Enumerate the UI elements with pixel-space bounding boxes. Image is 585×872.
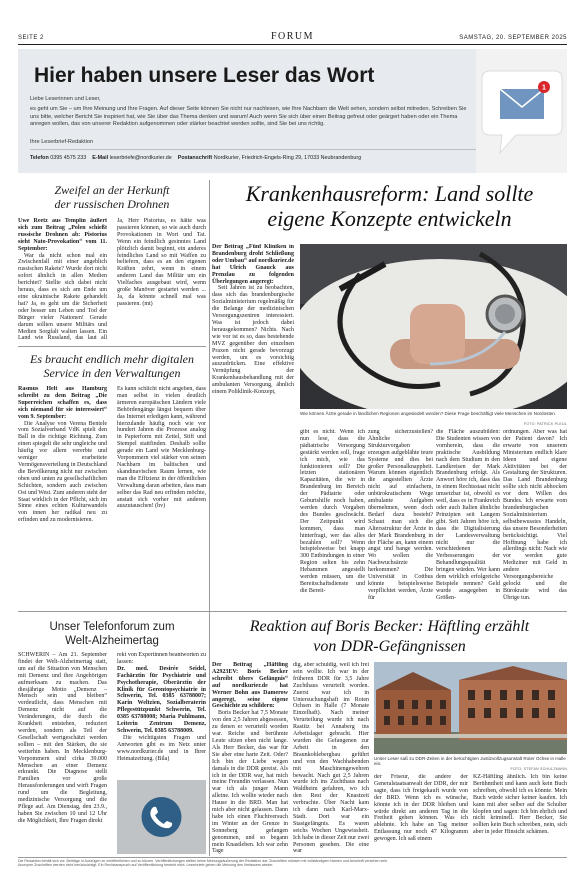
article1-lead-col bbox=[18, 218, 107, 341]
contact-email-label: E-Mail bbox=[92, 155, 109, 161]
article3-col2-intro: rekt von Expertinnen beantworten zu lassen: bbox=[117, 652, 206, 665]
header-rule bbox=[18, 44, 567, 45]
feature-col2-box bbox=[368, 429, 433, 614]
contact-post-label: Postanschrift bbox=[177, 155, 213, 161]
section-name: FORUM bbox=[270, 31, 315, 42]
feature-lead: Der Beitrag „Fünf Kliniken in Brandenburg droht Schließung oder Umbau“ auf nordkurier.de hat Ulrich Gnauck aus Prenzlau zu folgenden Überlegungen angeregt: bbox=[212, 244, 294, 285]
mid-rule bbox=[18, 611, 567, 612]
banner-body: es geht um Sie – um Ihre Meinung und Ihre Fragen. Auf dieser Seite können Sie nicht nur nachlesen, wie Ihre Nachbarn die Welt sehen, sondern selbst mitreden. Schreiben Sie uns bitte, welcher Bericht Sie inspiriert hat, wie Sie über das Thema denken und warum! Auch wenn Sie sich über einen Beitrag gefreut oder geärgert haben oder ein Thema anregen wollen, das von unserer Redaktion aufgenommen oder stärker beachtet werden sollte, sind Sie bei uns richtig. bbox=[30, 106, 467, 127]
feature2-col3: der Friseur, die andere der Generalstaatsanwalt der DDR, der mir sagte, dass ich freigekauft wurde von der BRD. Wenn ich es wünsche, könnte ich in der DDR bleiben und würde direkt am anderen Tag in die Freiheit gehen können. Was ich ablehnte. Ich habe an Tag meiner Entlassung nur noch 47 Kilogramm gewogen. Ich saß einem bbox=[374, 774, 468, 843]
feature-title bbox=[212, 181, 567, 231]
feature2-title bbox=[212, 617, 567, 657]
article2-title bbox=[18, 352, 206, 380]
svg-text:1: 1 bbox=[542, 84, 546, 92]
feature2-lead: Der Beitrag „Häftling A2923EV: Boris Becker schreibt übers Gefängnis“ auf nordkurier.de hat Werner Bohn aus Damerow angeregt, seine eigene Geschichte zu schildern: bbox=[212, 662, 288, 710]
feature-title-line2: eigene Konzepte entwickeln bbox=[267, 206, 512, 231]
article2-col2: Es kann schlicht nicht angehen, dass man selbst in vielen deutlich ärmeren europäischen Ländern viele Behördengänge längst bequem über das Internet erledigen kann, während hierzulande häufig noch wie vor hundert Jahren die Prozesse analog in Papierform mit Zettel, Stift und Stempel stattfinden. Deshalb sollte gerade ein Land wie Mecklenburg-Vorpommern viel stärker von seinen Nachbarn im baltischen und skandinavischen Raum lernen, wie man die Effizienz in der öffentlichen Verwaltung daran arbeiten, dass man selber das Rad neu erfinden möchte, anstatt sich vorher mit anderen auszutauschen! (hv) bbox=[117, 386, 206, 510]
article3-col1-box bbox=[18, 652, 107, 856]
article3-title-line2: Welt-Alzheimertag bbox=[65, 635, 159, 647]
banner-divider bbox=[30, 149, 480, 150]
article1-rule bbox=[18, 346, 206, 347]
feature2-title-line1: Reaktion auf Boris Becker: Häftling erzählt bbox=[249, 618, 530, 635]
article2-col1-box bbox=[18, 386, 107, 606]
phone-icon bbox=[117, 780, 206, 854]
prison-building-icon bbox=[374, 662, 567, 754]
issue-date: SAMSTAG, 20. SEPTEMBER 2025 bbox=[459, 35, 567, 41]
feature2-col4-box bbox=[473, 774, 567, 856]
article3-title-line1: Unser Telefonforum zum bbox=[49, 621, 175, 633]
article1-title bbox=[18, 183, 206, 211]
article3-title bbox=[18, 620, 206, 648]
mail-illustration bbox=[476, 49, 567, 173]
footer-line2: Anonyme Zuschriften werden nicht berücksichtigt. Ein Rechtsanspruch auf Veröffentlichung besteht nicht. Leserbriefe geben die Meinung des Verfassers wieder. bbox=[18, 863, 274, 868]
feature2-title-line2: von DDR-Gefängnissen bbox=[313, 638, 466, 655]
article1-col1: War da nicht schon mal ein Zwischenfall mit einer angeblich russischen Rakete? Wurde dort nicht sofort ähnlich in allen Medien berichtet? Stellte sich dabei nicht heraus, dass es sich am Ende um eine ukrainische Rakete gehandelt hat? Ja, es geht um die Sicherheit oder besser um Leben und Tod der Bürger vieler Nationen! Gerade darum sollten unsere Militärs und Medien Sorgfalt walten lassen. Ein Land wie Russland, das laut all bbox=[18, 252, 107, 341]
feature-image-credit: FOTO: PATRICK PLEUL bbox=[523, 422, 567, 426]
feature2-col4: KZ-Häftling ähnlich. Ich bin keine Berühmtheit und kann auch kein Buch schreiben, obwohl ich es könnte. Mein Buch würde sicher keiner kaufen. Ich kann mit aber selber auf die Schulter klopfen und sagen: Ich bin ehrlich und nicht kriminell. Herr Becker, Sie sollten kein Buch schreiben, nein, sich aber in jeder Hinsicht schämen. bbox=[473, 774, 567, 836]
article1-title-line1: Zweifel an der Herkunft bbox=[54, 183, 170, 197]
column-divider bbox=[209, 180, 210, 856]
article2-lead: Rasmus Helt aus Hamburg schreibt zu dem Beitrag „Die Superreichen schaffen es, dass sich niemand für sie interessiert“ vom 9. September: bbox=[18, 386, 107, 420]
footer-rule bbox=[18, 857, 567, 858]
contact-email[interactable]: leserbriefe@nordkurier.de bbox=[109, 155, 172, 161]
contact-phone[interactable]: 0395 4575 233 bbox=[50, 155, 87, 161]
feature2-col2-box bbox=[293, 662, 369, 856]
phone-graphic bbox=[117, 780, 206, 854]
feature-photo bbox=[300, 244, 567, 409]
article2-title-line2: Service in den Verwaltungen bbox=[43, 366, 181, 380]
banner-contact bbox=[30, 155, 361, 161]
reader-banner bbox=[18, 49, 567, 173]
article1-col2-box bbox=[117, 218, 206, 341]
contact-post: Nordkurier, Friedrich-Engels-Ring 29, 17033 Neubrandenburg bbox=[213, 155, 362, 161]
article3-col2-outro: Die wichtigsten Fragen und Antworten gibt es im Netz unter www.nordkurier.de und in Ihrer Heimatzeitung. (Bila) bbox=[117, 734, 206, 762]
prison-photo bbox=[374, 662, 567, 754]
feature-lead-col bbox=[212, 244, 294, 484]
banner-signature: Ihre Leserbrief-Redaktion bbox=[30, 139, 94, 145]
article3-col2-experts: Dr. med. Desirée Seidel, Fachärztin für Psychiatrie und Psychotherapie, Oberärztin der Klinik für Gerontopsychiatrie in Schwerin, Tel. 0385 63788007; Karin Weltzien, Sozialberaterin Pflegestützpunkt Schwerin, Tel. 0385 63788008; Maria Puhlmann, Leiterin Zentrum Demenz, Schwerin, Tel. 0385 63788009. bbox=[117, 665, 206, 734]
article3-col1: SCHWERIN – Am 21. September findet der Welt-Alzheimertag statt, um auf die Situation von Menschen mit Demenz und ihre Angehörigen aufmerksam zu machen. Das diesjährige Motto „Demenz – Mensch sein und bleiben“ verdeutlicht, dass Menschen mit Demenz nicht auf die Veränderungen, die durch die Krankheit entstehen, reduziert werden, sondern als Teil der Gesellschaft wertgeschätzt werden sollten – mit den Stärken, die sie weiterhin haben. In Mecklenburg-Vorpommern sind cirka 39.000 Menschen an einer Demenz erkrankt. Die Diagnose stellt Familien vor große Herausforderungen und wirft Fragen rund um die Begleitung, medizinische Versorgung und die Pflege auf. Am Dienstag, den 23.9., haben Sie zwischen 10 und 12 Uhr die Möglichkeit, Ihre Fragen direkt bbox=[18, 652, 107, 824]
feature2-col3-box bbox=[374, 774, 468, 856]
page-number: SEITE 2 bbox=[18, 35, 44, 41]
article1-col2: Ja, Herr Pistorius, es hätte was passieren können, so wie auch durch Provokationen in Wort und Tat. Wenn ein feindlich gesinntes Land plötzlich damit beginnt, ein anderes feindliches Land so mit Waffen zu beliefern, dass es an den eigenen Kräften zehrt, wenn in einem anderen Land das Militär um ein Vielfaches ausgebaut wird, wenn große Manöver gestartet werden ... Ja, da könnte schnell mal was passieren. (mt) bbox=[117, 218, 206, 307]
article1-lead: Uwe Reetz aus Templin äußert sich zum Beitrag „Polen schießt russische Drohnen ab: Pistorius sieht Nato-Provokation“ vom 11. September: bbox=[18, 218, 107, 252]
feature2-col1: Boris Becker hat 7,5 Monate von den 2,5 Jahren abgesessen, zu denen er verurteilt worden war. Reiche und berühmte Leute sitzen eben nicht lange. Als Herr Becker, das war für Sie aber eine harte Zeit. Oder? Ich bin der Liebe wegen damals in die DDR gereist. Als ich in der DDR war, hat mich meine Freundin verlassen. Nun war ich als junger Mann alleine. Ich wollte wieder nach Hause in die BRD. Man hat mich aber nicht gelassen. Dann habe ich einen Fluchtversuch im Winter an der Grenze in Sonneberg gefangen genommen, und so begann mein Knastleben. Ich war zehn Tage bbox=[212, 710, 288, 855]
feature-caption: Wie können Ärzte gerade in ländlichen Regionen angesiedelt werden? Diese Frage beschäftigt viele Menschen im Nordosten. bbox=[300, 411, 557, 416]
feature2-lead-col bbox=[212, 662, 288, 856]
feature-col4: ordnungen. Aber was hat der Patient davon? Ich erwarte von unserem Ministerium endlich klare Ideen und eigene Aktivitäten bei der Gestaltung der Strukturen. Das Land Brandenburg sollte sich nicht abhocken vor dem Willen des Bundes. Ich erwarte vom brandenburgischen Sozialministerium selbstbewusstes Handeln, das unsere Besonderheiten berücksichtigt. Viel Hoffnung habe ich allerdings nicht: Nach wie vor werden gute Mediziner mit Geld in andere Versorgungsbereiche gelockt und die Bürokratie wird das Übrige tun. bbox=[503, 429, 567, 601]
feature-col1: gibt es nicht. Wenn ich nun lese, dass die pädiatrische Versorgung gestärkt werden soll, frage ich mich, wie das funktionieren soll? Die letzten stationären Kapazitäten, die wir in Brandenburg im Bereich der Pädiatrie oder Geburtshilfe noch haben, werden durch Vorgaben des Bundes geschwächt. Der Zeitpunkt wird kommen, dass man hinterfragt, wer das alles bezahlen soll? Wenn beispielsweise bei knapp 300 Entbindungen in einer Region selten bis zehn Hebammen angestellt werden müssen, um die Bereitschaftsdienste und die Bereit- bbox=[300, 429, 365, 594]
feature-col4-box bbox=[503, 429, 567, 614]
feature-col-a: Seit Jahren ist zu beobachten, dass sich das brandenburgische Sozialministerium regelmäßig für die Belange der medizinischen Versorgungszentren interessiert. Was ist jedoch dabei herausgekommen? Nichts. Nach wie vor ist es so, dass bestehende MVZ gegenüber den einzelnen Praxen nicht gerade bevorzugt werden, um es vorsichtig auszudrücken. Eine effektive Vernüpfung der Krankenhausbehandlung mit der ambulanten Versorgung, ähnlich einem Poliklinik-Konzept, bbox=[212, 285, 294, 396]
feature-col2: zung sicherzustellen? Ähnliche Strukturvorgaben erzeugen aufgeblähte teure Systeme und dies bei großer Personalknappheit. Warum können eigentlich die angestellten Ärzte nicht auf einfachem, unbürokratischem Wege ambulante Aufgaben übernehmen, wenn doch Bedarf dazu besteht? Schaut man sich die Altersstruktur der Ärzte in der Mark Brandenburg in der Fläche an, kann einem angst und bange werden. Wo wollen die Nachwuchsärzte herkommen? Die Universität in Cottbus könnte beispielsweise verpflichtet werden, Ärzte für bbox=[368, 429, 433, 601]
article1-title-line2: der russischen Drohnen bbox=[54, 197, 170, 211]
feature-col3-box bbox=[436, 429, 500, 614]
feature2-caption: Unser Leser saß zu DDR-Zeiten in der berüchtigten Justizvollzugsanstalt Roter Ochse in Halle ein. bbox=[374, 756, 566, 767]
contact-phone-label: Telefon bbox=[30, 155, 49, 161]
feature-col3: die Fläche auszubilden: Die Studenten wissen von vornherein, dass die praktische Ausbildung nach dem Studium in den Landkreisen der Mark Brandenburg erfolgt. Als Anwort höre ich, dass das in einem Rechtsstaat nicht umsetzbar ist, obwohl es weil, dass es in Frankreich oder auch Italien ähnliche Prinzipien seit Langem gibt. Seit Jahren höre ich, dass die Digitalisierung der Landesverwaltung nicht nur die verschiedenen Verbesserungen der Behandlungsqualität bringen würden. Wer kann dem wirklich erfolgreiche Beispiele nennen? Geld wurde ausgegeben in Größen- bbox=[436, 429, 500, 601]
feature-title-line1: Krankenhausreform: Land sollte bbox=[245, 181, 534, 206]
stethoscope-photo-icon bbox=[300, 244, 567, 409]
feature2-col2: dig, aber schuldig, weil ich frei sein wollte. Ich war in der früheren DDR für 3,5 Jahre Zuchthaus verurteilt worden. Zuerst war ich in Untersuchungshaft im Roten Ochsen in Halle (7 Monate Einzelhaft). Nach meiner Verurteilung wurde ich nach Rastitz bei Annaberg ins Arbeitslager gebracht. Hier wurden die Gefangenen zur Arbeit in den Braunkohlebergbau geführt und von den Wachhabenden mit Maschinengewehren bewacht. Nach gut 2,5 Jahren wurde ich ins Zuchthaus nach Waldheim gefahren, wo ich den Rest der Knastzeit verbrachte. Über Nacht kam ich dann nach Karl-Marx-Stadt. Dort war ein Stasigefängnis. Es waren seichs Wochen Ungewissheit. Ich habe in dieser Zeit nur zwei Personen gesehen. Die eine war bbox=[293, 662, 369, 855]
feature2-image-credit: FOTO: STEFAN SCHULZMANN bbox=[510, 767, 567, 771]
article2-col1: Die Analyse von Verena Bentele vom Sozialverband VdK spielt den Ball in die richtige Richtung. Zum einen spiegelt die sehr ungleiche und häufig vor allem vererbte und weniger erarbeitete Vermögensverteilung in Deutschland die Bevölkerung nicht nur zwischen oben und unten zu gesellschaftlichen Schichten, sondern auch zwischen Ost und West. Zum anderen steht der Staat wirklich in der Pflicht, sich im Sinne eines echten Kulturwandels von innen her radikal neu zu erfinden und zu modernisieren. bbox=[18, 420, 107, 524]
article2-col2-box bbox=[117, 386, 206, 606]
feature-col1-box bbox=[300, 429, 365, 614]
article3-col2-box bbox=[117, 652, 206, 772]
footer-line1: Die Redaktion behält sich vor, Beiträge in Auszügen zu veröffentlichen und zu kürzen. Veröffentlichungen stellen keine Meinungsäußerung der Redaktion dar. Zuschriften müssen mit vollständigem Namen und Anschrift versehen sein. bbox=[18, 859, 389, 863]
article2-title-line1: Es braucht endlich mehr digitalen bbox=[30, 352, 194, 366]
banner-greeting: Liebe Leserinnen und Leser, bbox=[30, 96, 101, 102]
banner-title: Hier haben unsere Leser das Wort bbox=[34, 64, 375, 87]
footer-note bbox=[18, 859, 567, 868]
envelope-icon bbox=[476, 49, 567, 173]
